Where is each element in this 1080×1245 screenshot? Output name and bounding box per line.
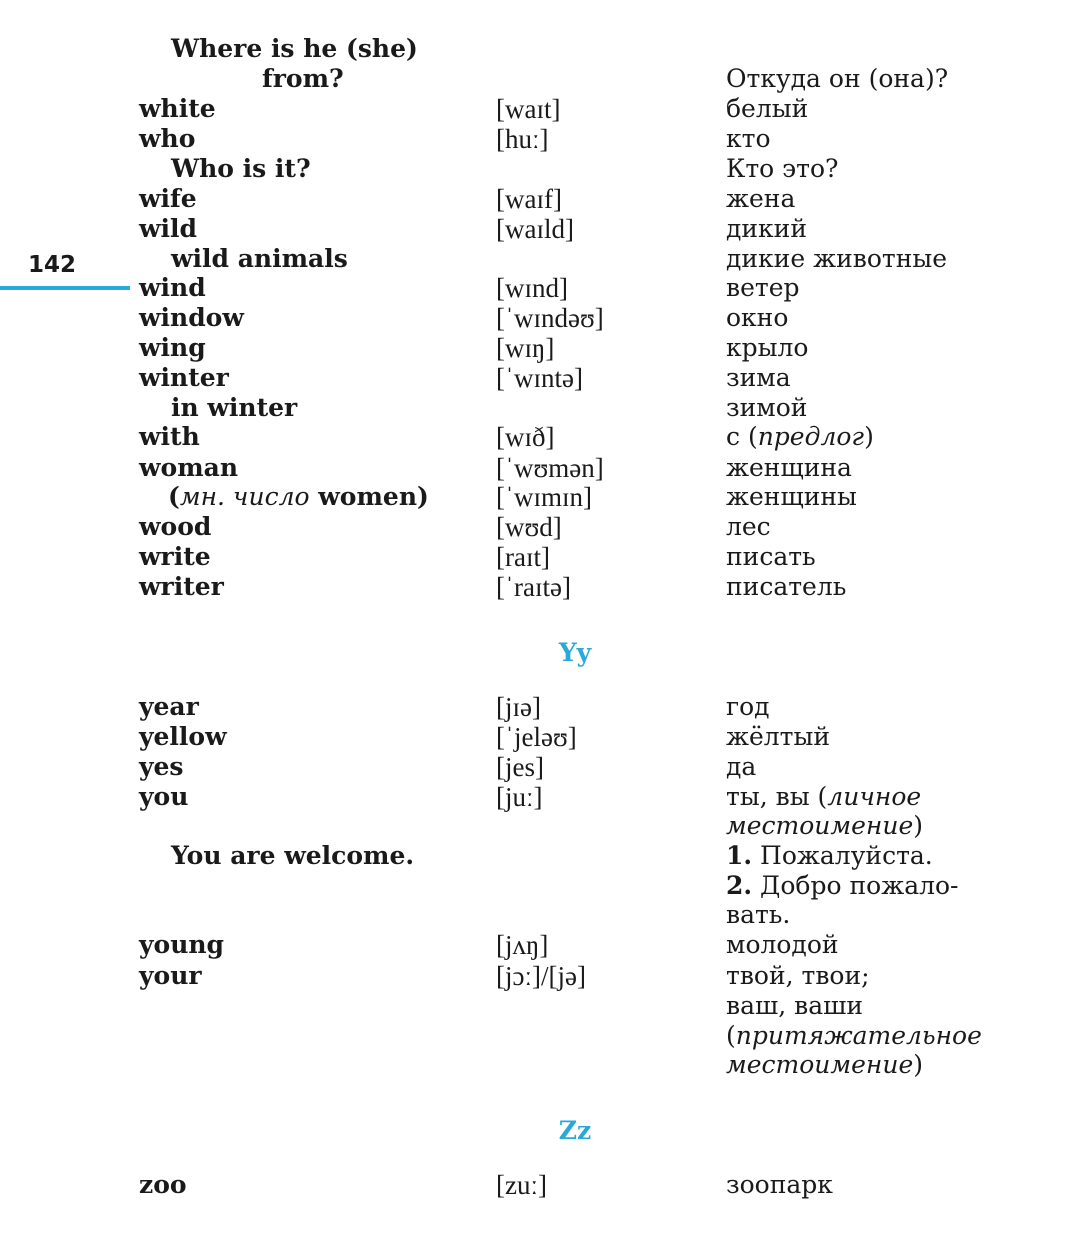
entry-with	[0, 422, 1080, 452]
entry-ru: ветер	[726, 273, 800, 302]
entry-en-open: (	[168, 482, 180, 511]
entry-ru-text: Пожалуйста.	[752, 841, 933, 870]
entry-ru	[726, 1050, 923, 1080]
entry-wild-animals	[0, 244, 1080, 274]
entry-ru: молодой	[726, 930, 839, 959]
entry-ru-text: Добро пожало-	[752, 871, 959, 900]
entry-wind	[0, 273, 1080, 303]
entry-where-from-line1	[0, 34, 1080, 64]
entry-en: window	[139, 303, 244, 332]
entry-transcription: [jɔː]/[jə]	[496, 961, 586, 991]
entry-wood	[0, 512, 1080, 542]
entry-en: who	[139, 124, 196, 153]
section-letter-z: Zz	[558, 1116, 592, 1145]
entry-ru-end: )	[913, 811, 924, 840]
entry-ru	[726, 1021, 982, 1051]
entry-en: young	[139, 930, 225, 959]
entry-transcription: [ˈwɪmɪn]	[496, 482, 592, 512]
entry-ru	[726, 811, 923, 841]
entry-your-3	[0, 1021, 1080, 1051]
entry-en: you	[139, 782, 189, 811]
entry-en-note: мн. число	[179, 482, 310, 511]
entry-zoo	[0, 1170, 1080, 1200]
entry-your-4	[0, 1050, 1080, 1080]
entry-ru-note: местоимение	[726, 1050, 914, 1079]
entry-en: You are welcome.	[171, 841, 415, 870]
entry-transcription: [jes]	[496, 752, 544, 782]
entry-winter	[0, 363, 1080, 393]
entry-en: wild	[139, 214, 197, 243]
entry-ru	[726, 841, 933, 871]
entry-wife	[0, 184, 1080, 214]
entry-you-are-welcome	[0, 841, 1080, 871]
section-letter-y: Yy	[558, 638, 592, 667]
entry-ru-number: 1.	[726, 841, 753, 870]
entry-ru	[726, 871, 958, 901]
entry-yes	[0, 752, 1080, 782]
entry-you-are-welcome-2	[0, 871, 1080, 901]
entry-your	[0, 961, 1080, 991]
entry-ru: зимой	[726, 393, 808, 422]
entry-transcription: [juː]	[496, 782, 543, 812]
entry-in-winter	[0, 393, 1080, 423]
entry-en: from?	[262, 64, 344, 93]
entry-wild	[0, 214, 1080, 244]
entry-ru: жена	[726, 184, 796, 213]
entry-transcription: [jʌŋ]	[496, 930, 549, 960]
entry-en: Who is it?	[171, 154, 311, 183]
entry-transcription: [wʊd]	[496, 512, 562, 542]
entry-ru-note: предлог	[757, 422, 865, 451]
entry-ru-note: притяжательное	[735, 1021, 982, 1050]
entry-ru: зоопарк	[726, 1170, 833, 1199]
entry-transcription: [ˈwɪntə]	[496, 363, 583, 393]
entry-en: woman	[139, 453, 239, 482]
entry-who	[0, 124, 1080, 154]
entry-transcription: [ˈwɪndəʊ]	[496, 303, 604, 333]
entry-en: wind	[139, 273, 206, 302]
page-number: 142	[28, 252, 77, 278]
entry-transcription: [raɪt]	[496, 542, 550, 572]
entry-ru: зима	[726, 363, 791, 392]
entry-ru: крыло	[726, 333, 809, 362]
entry-en: zoo	[139, 1170, 187, 1199]
entry-wing	[0, 333, 1080, 363]
entry-en: yes	[139, 752, 184, 781]
entry-write	[0, 542, 1080, 572]
entry-en-word: women)	[309, 482, 429, 511]
entry-en: year	[139, 692, 199, 721]
entry-ru: женщина	[726, 453, 852, 482]
entry-women	[0, 482, 1080, 512]
entry-you	[0, 782, 1080, 812]
entry-white	[0, 94, 1080, 124]
entry-who-is-it	[0, 154, 1080, 184]
entry-ru: ваш, ваши	[726, 991, 863, 1020]
entry-en: yellow	[139, 722, 227, 751]
entry-ru	[726, 782, 921, 812]
entry-ru-end: )	[913, 1050, 924, 1079]
entry-en: wood	[139, 512, 212, 541]
entry-ru-note: местоимение	[726, 811, 914, 840]
entry-en	[168, 482, 429, 512]
entry-you-cont	[0, 811, 1080, 841]
entry-ru-main: с (	[726, 422, 758, 451]
entry-en: white	[139, 94, 216, 123]
entry-transcription: [zuː]	[496, 1170, 547, 1200]
entry-en: writer	[139, 572, 224, 601]
entry-en: Where is he (she)	[171, 34, 418, 63]
entry-transcription: [huː]	[496, 124, 549, 154]
entry-transcription: [waɪf]	[496, 184, 562, 214]
entry-transcription: [ˈwʊmən]	[496, 453, 604, 483]
entry-ru: писатель	[726, 572, 847, 601]
entry-ru: белый	[726, 94, 809, 123]
entry-window	[0, 303, 1080, 333]
entry-ru: Кто это?	[726, 154, 839, 183]
entry-yellow	[0, 722, 1080, 752]
entry-ru: лес	[726, 512, 771, 541]
entry-ru: вать.	[726, 900, 791, 929]
entry-ru: окно	[726, 303, 789, 332]
entry-year	[0, 692, 1080, 722]
entry-ru: дикие животные	[726, 244, 948, 273]
entry-ru: писать	[726, 542, 816, 571]
entry-ru-end: )	[864, 422, 874, 451]
entry-transcription: [ˈjeləʊ]	[496, 722, 577, 752]
entry-transcription: [waɪld]	[496, 214, 574, 244]
entry-you-are-welcome-3	[0, 900, 1080, 930]
entry-en: wing	[139, 333, 206, 362]
entry-woman	[0, 453, 1080, 483]
entry-where-from-line2	[0, 64, 1080, 94]
entry-ru-main: ты, вы (	[726, 782, 828, 811]
entry-your-2	[0, 991, 1080, 1021]
entry-writer	[0, 572, 1080, 602]
entry-ru: кто	[726, 124, 771, 153]
entry-ru: год	[726, 692, 770, 721]
entry-transcription: [wɪŋ]	[496, 333, 555, 363]
entry-transcription: [wɪnd]	[496, 273, 568, 303]
entry-en: wild animals	[171, 244, 348, 273]
entry-ru: Откуда он (она)?	[726, 64, 949, 93]
entry-ru: твой, твои;	[726, 961, 870, 990]
entry-ru	[726, 422, 874, 452]
entry-ru: дикий	[726, 214, 808, 243]
entry-ru-open: (	[726, 1021, 736, 1050]
entry-en: wife	[139, 184, 197, 213]
entry-en: write	[139, 542, 211, 571]
entry-transcription: [wɪð]	[496, 422, 555, 452]
entry-en: with	[139, 422, 200, 451]
entry-young	[0, 930, 1080, 960]
entry-ru: да	[726, 752, 757, 781]
entry-en: in winter	[171, 393, 298, 422]
entry-transcription: [ˈraɪtə]	[496, 572, 571, 602]
entry-en: your	[139, 961, 202, 990]
entry-ru: женщины	[726, 482, 857, 511]
entry-en: winter	[139, 363, 229, 392]
entry-ru: жёлтый	[726, 722, 831, 751]
entry-ru-number: 2.	[726, 871, 753, 900]
entry-transcription: [jɪə]	[496, 692, 541, 722]
entry-transcription: [waɪt]	[496, 94, 561, 124]
entry-ru-note: личное	[827, 782, 922, 811]
